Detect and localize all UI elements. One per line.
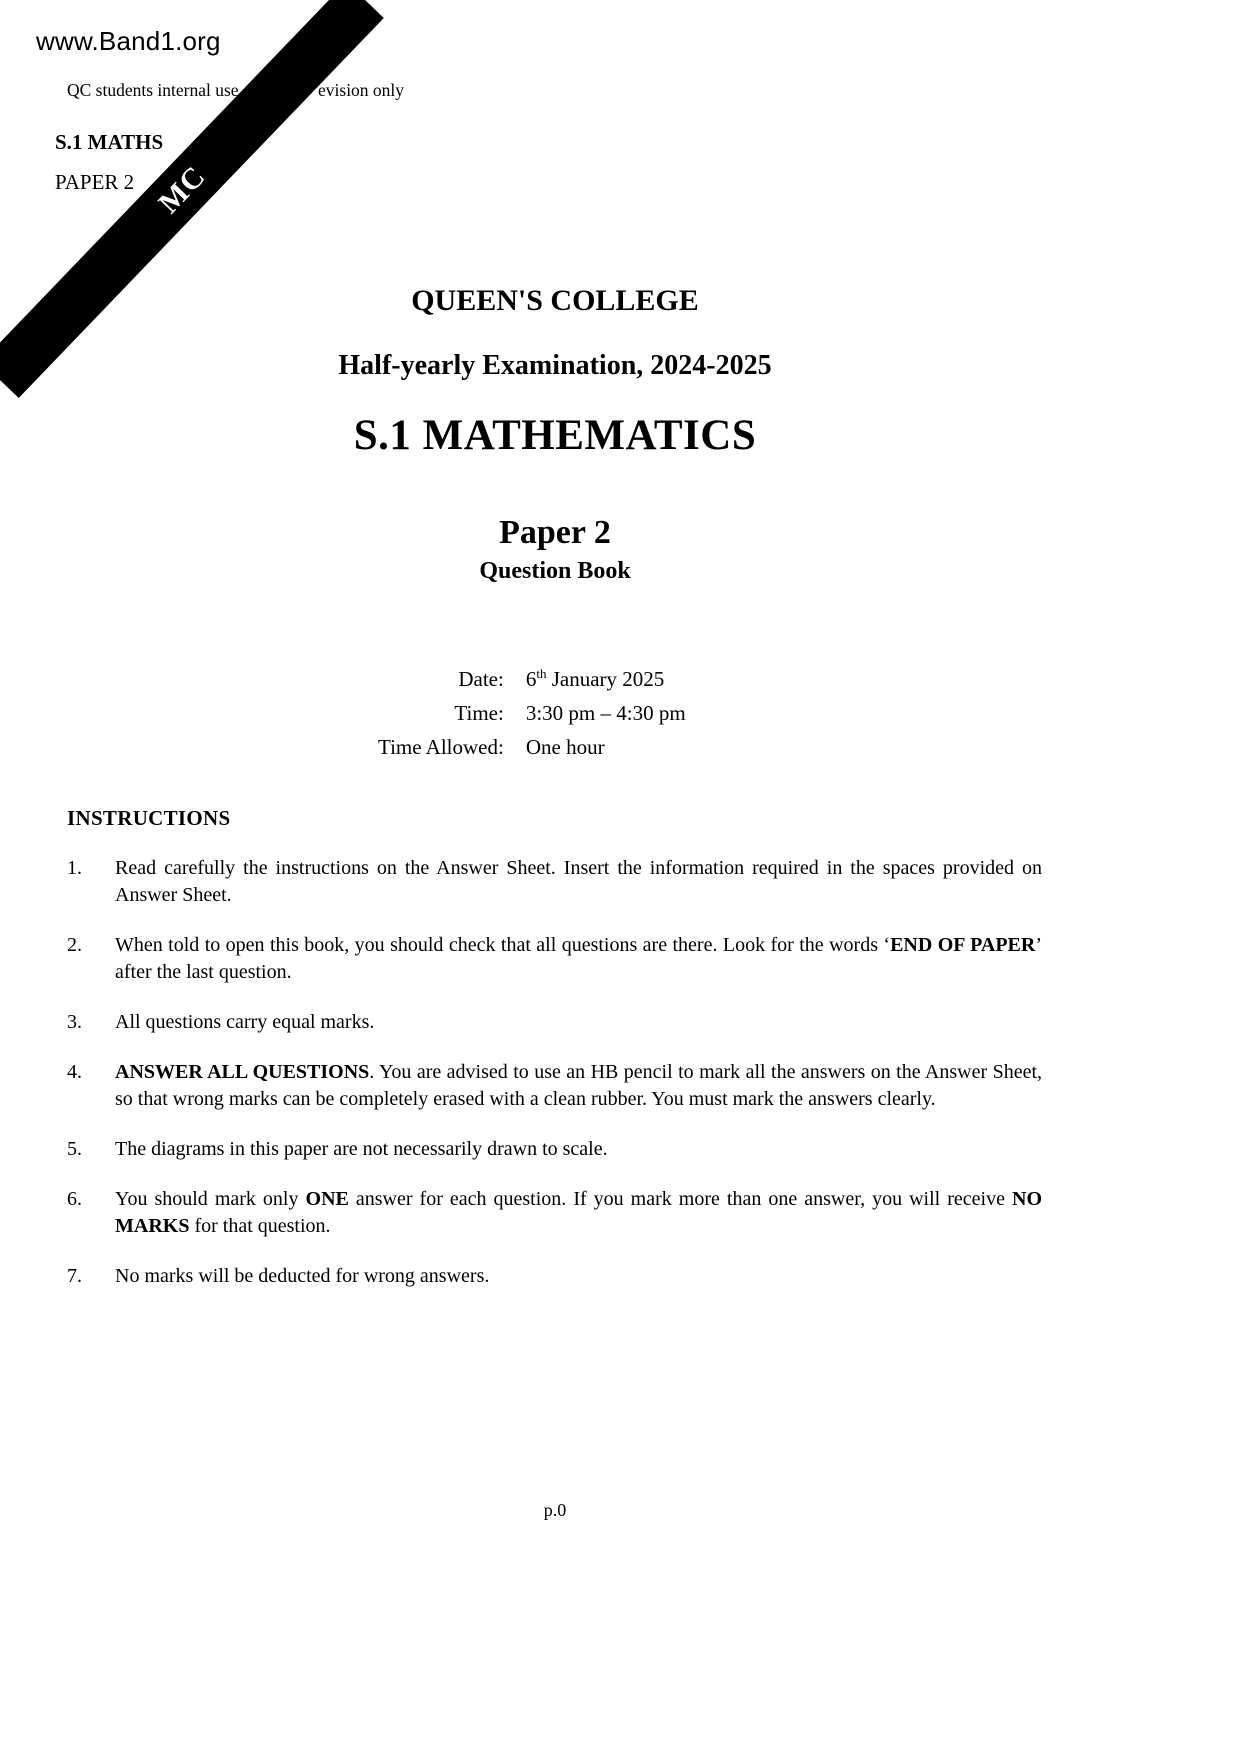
corner-subject-label: S.1 MATHS [55, 130, 164, 154]
instruction-number: 7. [67, 1265, 82, 1287]
instruction-item [67, 932, 1042, 986]
instruction-number: 2. [67, 934, 82, 956]
instruction-item [67, 1059, 1042, 1113]
website-watermark: www.Band1.org [36, 26, 221, 56]
internal-use-note-right: evision only [318, 80, 405, 100]
instruction-number: 6. [67, 1188, 82, 1210]
book-type-title: Question Book [479, 558, 631, 584]
diagonal-banner [0, 0, 384, 398]
instruction-number: 1. [67, 857, 82, 879]
paper-title: Paper 2 [499, 514, 611, 551]
time-allowed-value: One hour [525, 735, 605, 759]
time-allowed-label: Time Allowed: [378, 735, 504, 759]
exam-title: Half-yearly Examination, 2024-2025 [338, 350, 772, 381]
instruction-item [67, 1186, 1042, 1240]
school-name: QUEEN'S COLLEGE [411, 284, 699, 317]
instruction-text: You should mark only ONE answer for each question. If you mark more than one answer, you will receive NO MARKS for that question. [115, 1188, 1042, 1237]
instruction-item [67, 1136, 1042, 1163]
time-label: Time: [454, 701, 504, 725]
instruction-item [67, 1263, 1042, 1290]
instruction-number: 3. [67, 1011, 82, 1033]
instruction-number: 5. [67, 1138, 82, 1160]
instruction-item [67, 855, 1042, 909]
instructions-heading: INSTRUCTIONS [67, 806, 231, 830]
time-value: 3:30 pm – 4:30 pm [525, 701, 686, 725]
banner-mc-label: MC [152, 159, 213, 220]
internal-use-note-left: QC students internal use [67, 80, 239, 100]
page-number: p.0 [543, 1500, 567, 1520]
instruction-item [67, 1009, 1042, 1036]
instructions-list [67, 855, 1042, 1313]
instruction-text: Read carefully the instructions on the Answer Sheet. Insert the information required in the spaces provided on Answer Sheet. [115, 857, 1042, 906]
subject-title: S.1 MATHEMATICS [353, 412, 757, 459]
instruction-number: 4. [67, 1061, 82, 1083]
date-label: Date: [458, 667, 504, 691]
exam-details [378, 662, 686, 764]
instruction-text: The diagrams in this paper are not necessarily drawn to scale. [115, 1138, 608, 1160]
corner-paper-label: PAPER 2 [55, 170, 135, 194]
date-value: 6th January 2025 [525, 666, 665, 691]
instruction-text: ANSWER ALL QUESTIONS. You are advised to use an HB pencil to mark all the answers on the Answer Sheet, so that wrong marks can be completely erased with a clean rubber. You must mark the answers clearly. [115, 1061, 1042, 1110]
instruction-text: When told to open this book, you should check that all questions are there. Look for the words ‘END OF PAPER’ after the last question. [115, 934, 1042, 983]
instruction-text: No marks will be deducted for wrong answers. [115, 1265, 490, 1287]
instruction-text: All questions carry equal marks. [115, 1011, 375, 1033]
